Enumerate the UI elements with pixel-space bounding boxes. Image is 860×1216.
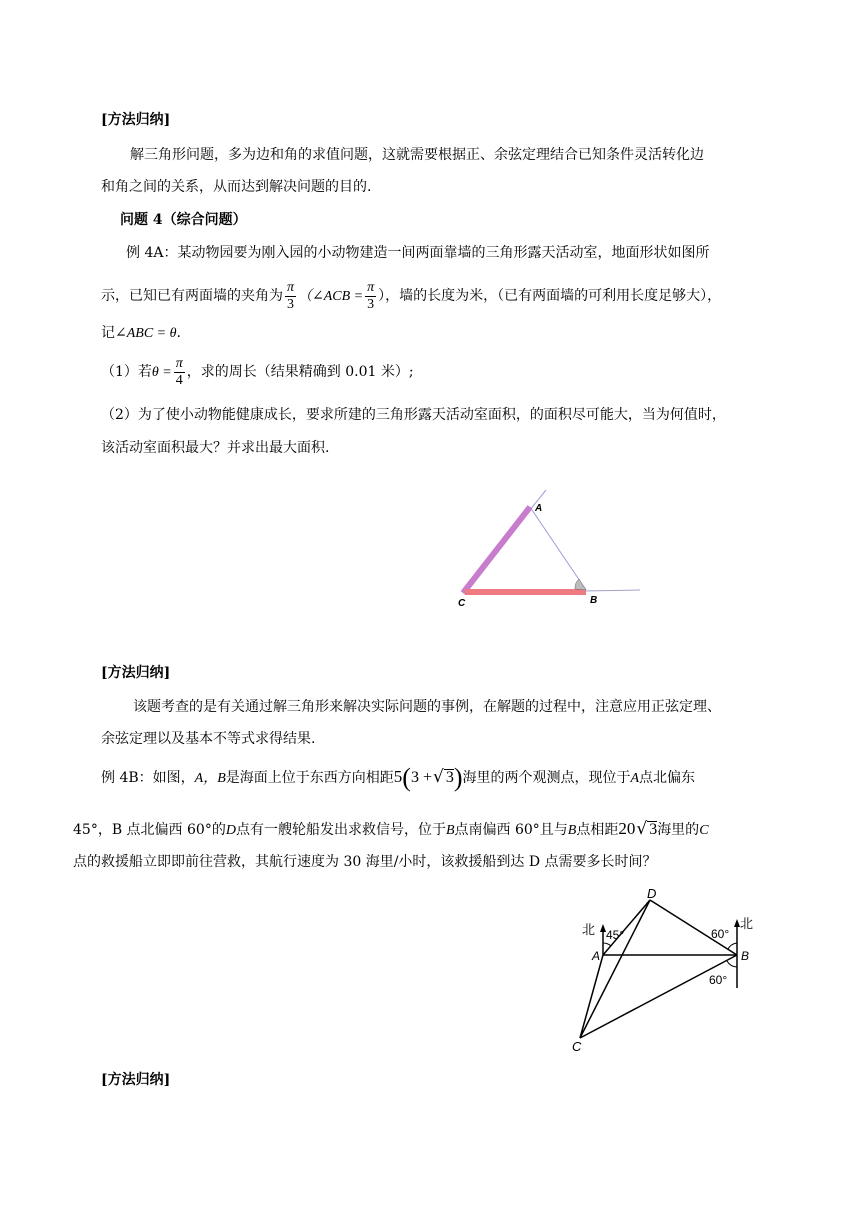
wall-ca bbox=[463, 507, 530, 593]
example-4b-line2-d: 点相距 bbox=[576, 822, 619, 838]
example-4b-text-d: 点北偏东 bbox=[639, 770, 696, 786]
angle-45-arc bbox=[603, 943, 611, 946]
example-4a-line2-text-a: 示，已知已有两面墙的夹角为 bbox=[101, 288, 283, 304]
fraction-pi-over-3-b bbox=[365, 280, 376, 313]
label-c: C bbox=[572, 1039, 582, 1054]
label-d: D bbox=[647, 888, 657, 901]
question-1-theta: θ = bbox=[151, 365, 172, 380]
paren-open: ( bbox=[402, 763, 411, 792]
example-4a-angle-abc: ∠ABC = θ bbox=[115, 326, 177, 341]
fraction-denominator: 3 bbox=[367, 296, 375, 312]
example-4b-text-b: 是海面上位于东西方向相距 bbox=[225, 770, 394, 786]
method-paragraph-1-line1: 解三角形问题，多为边和角的求值问题，这就需要根据正、余弦定理结合已知条件灵活转化边 bbox=[130, 147, 704, 163]
triangle-wall-figure bbox=[440, 480, 660, 615]
question-1-text: ，求的周长（结果精确到 0.01 米）; bbox=[186, 364, 414, 380]
example-4a-line1: 例 4A：某动物园要为刚入园的小动物建造一间两面靠墙的三角形露天活动室，地面形状如图所 bbox=[126, 245, 710, 261]
segment-bc bbox=[580, 955, 737, 1038]
distance-bc-coefficient: 20 bbox=[618, 819, 636, 838]
fraction-pi-over-3 bbox=[285, 280, 296, 313]
label-north-left: 北 bbox=[582, 922, 596, 937]
distance-sum: 3 + bbox=[410, 769, 432, 786]
fraction-pi-over-4 bbox=[174, 356, 185, 389]
method-heading-1: [方法归纳] bbox=[101, 112, 171, 128]
label-c: C bbox=[458, 598, 466, 609]
label-a: A bbox=[535, 503, 543, 514]
method-heading-2: [方法归纳] bbox=[101, 665, 171, 681]
label-b: B bbox=[741, 949, 750, 963]
fraction-denominator: 4 bbox=[175, 372, 183, 388]
angle-60-bottom-arc bbox=[727, 961, 737, 967]
segment-ac bbox=[580, 955, 603, 1038]
example-4b-text-c: 海里的两个观测点，现位于 bbox=[462, 770, 631, 786]
question-1-label: （1）若 bbox=[101, 364, 152, 380]
example-4b-line2-a: 45°，B 点北偏西 60°的 bbox=[73, 822, 226, 838]
points-ab: A，B bbox=[194, 771, 226, 786]
point-b-2: B bbox=[567, 823, 577, 838]
example-4a-question-1 bbox=[101, 352, 414, 392]
example-4b-line3: 点的救援船立即即前往营救，其航行速度为 30 海里/小时，该救援船到达 D 点需要多长时间？ bbox=[73, 854, 657, 870]
example-4a-question-2-line1: （2）为了使小动物能健康成长，要求所建的三角形露天活动室面积，的面积尽可能大，当为何值时， bbox=[101, 407, 726, 423]
method-paragraph-2-line2: 余弦定理以及基本不等式求得结果. bbox=[101, 731, 316, 747]
example-4b-prefix: 例 4B：如图， bbox=[101, 770, 195, 786]
fraction-numerator: π bbox=[367, 279, 375, 295]
sqrt-radicand: 3 bbox=[445, 769, 454, 786]
fraction-numerator: π bbox=[175, 355, 183, 371]
sqrt-sign-2: √ bbox=[636, 819, 648, 839]
sqrt-radicand-2: 3 bbox=[649, 821, 658, 838]
rescue-ship-figure bbox=[565, 888, 765, 1058]
side-ab bbox=[530, 507, 586, 590]
sqrt-sign: √ bbox=[432, 767, 444, 787]
label-north-right: 北 bbox=[740, 916, 754, 931]
example-4b-line2-b: 点有一艘轮船发出求救信号，位于 bbox=[235, 822, 446, 838]
distance-coefficient: 5 bbox=[393, 767, 403, 786]
example-4a-line3 bbox=[101, 323, 181, 344]
example-4a-line3-text: 记 bbox=[101, 325, 115, 341]
point-c: C bbox=[699, 823, 709, 838]
point-a: A bbox=[630, 771, 640, 786]
fraction-denominator: 3 bbox=[287, 296, 294, 312]
paren-close: ) bbox=[453, 763, 463, 792]
example-4b-line2-e: 海里的 bbox=[657, 822, 700, 838]
example-4a-line2-text-c: ），墙的长度为米，（已有两面墙的可利用长度足够大）， bbox=[378, 288, 722, 304]
problem-4-title: 问题 4（综合问题） bbox=[120, 212, 247, 228]
example-4a-question-2-line2: 该活动室面积最大？并求出最大面积. bbox=[101, 440, 330, 456]
label-a: A bbox=[592, 949, 601, 963]
method-paragraph-2-line1: 该题考查的是有关通过解三角形来解决实际问题的事例，在解题的过程中，注意应用正弦定理、 bbox=[133, 699, 721, 715]
angle-b-arc bbox=[575, 579, 586, 590]
point-b: B bbox=[445, 823, 455, 838]
point-d: D bbox=[225, 823, 236, 838]
example-4b-line2-c: 点南偏西 60°且与 bbox=[454, 822, 568, 838]
example-4a-line3-period: . bbox=[176, 325, 181, 341]
label-45-degrees: 45° bbox=[606, 928, 625, 942]
angle-60-top-arc bbox=[728, 943, 737, 949]
label-b: B bbox=[590, 595, 598, 606]
method-heading-3: [方法归纳] bbox=[101, 1072, 171, 1088]
label-60-degrees-bottom: 60° bbox=[709, 973, 728, 987]
segment-dc bbox=[580, 900, 650, 1038]
method-paragraph-1-line2: 和角之间的关系，从而达到解决问题的目的. bbox=[101, 179, 372, 195]
fraction-numerator: π bbox=[287, 279, 295, 295]
example-4a-line2 bbox=[101, 276, 721, 316]
example-4b-line1 bbox=[101, 762, 695, 792]
example-4b-line2 bbox=[73, 814, 709, 844]
label-60-degrees-top: 60° bbox=[711, 927, 730, 941]
example-4a-angle-acb: （∠ACB = bbox=[298, 289, 364, 304]
